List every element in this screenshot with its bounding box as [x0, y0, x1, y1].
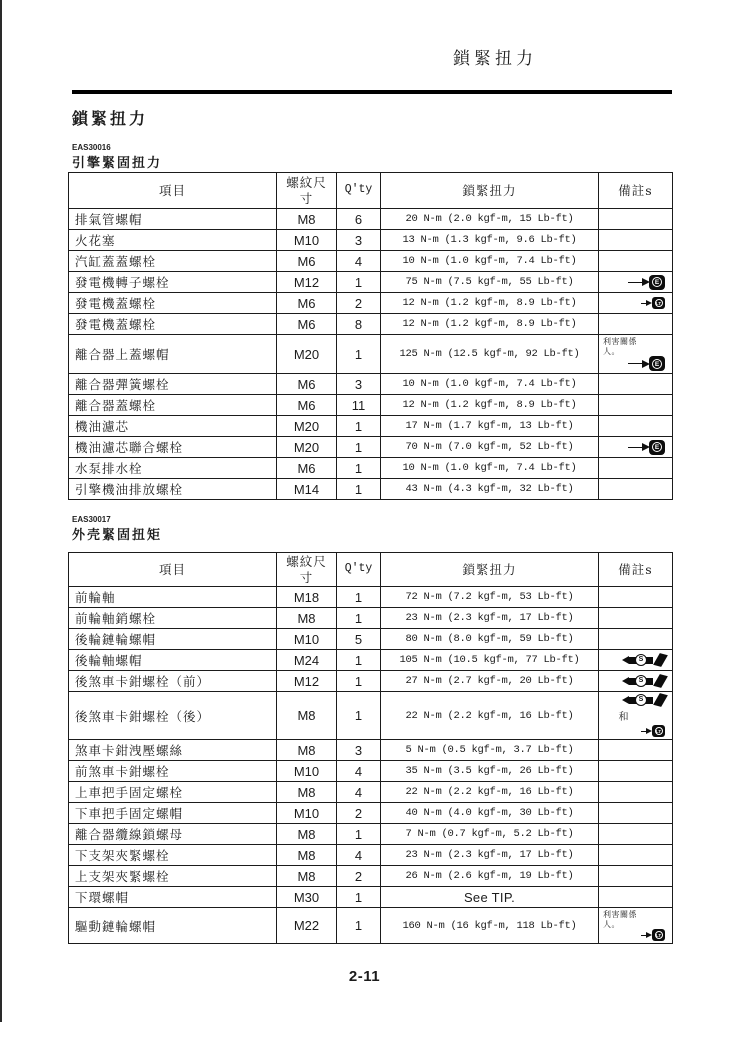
torque-cell: 125 N-m (12.5 kgf-m, 92 Lb-ft): [381, 335, 599, 374]
remarks-cell: [599, 761, 673, 782]
item-cell: 後輪鏈輪螺帽: [69, 629, 277, 650]
remarks-cell: [599, 479, 673, 500]
thread-size-cell: M10: [277, 803, 337, 824]
qty-cell: 2: [337, 293, 381, 314]
torque-cell: 5 N-m (0.5 kgf-m, 3.7 Lb-ft): [381, 740, 599, 761]
table-row: [69, 437, 673, 458]
item-cell: 引擎機油排放螺栓: [69, 479, 277, 500]
table-row: [69, 629, 673, 650]
remarks-cell: [599, 650, 673, 671]
item-cell: 前輪軸銷螺栓: [69, 608, 277, 629]
column-header-remarks: 備註s: [599, 553, 673, 587]
thread-size-cell: M8: [277, 608, 337, 629]
table-row: [69, 671, 673, 692]
thread-size-cell: M6: [277, 314, 337, 335]
qty-cell: 1: [337, 671, 381, 692]
remarks-cell: [599, 335, 673, 374]
qty-cell: 1: [337, 272, 381, 293]
qty-cell: 1: [337, 437, 381, 458]
item-cell: 離合器彈簧螺栓: [69, 374, 277, 395]
item-cell: 後煞車卡鉗螺栓（後）: [69, 692, 277, 740]
remarks-cell: [599, 740, 673, 761]
loctite-apply-icon: LT: [641, 725, 665, 737]
table-row: [69, 230, 673, 251]
thread-size-cell: M10: [277, 230, 337, 251]
thread-size-cell: M8: [277, 845, 337, 866]
thread-size-cell: M12: [277, 272, 337, 293]
item-cell: 驅動鏈輪螺帽: [69, 908, 277, 944]
thread-size-cell: M24: [277, 650, 337, 671]
qty-cell: 1: [337, 887, 381, 908]
qty-cell: 4: [337, 251, 381, 272]
remarks-cell: [599, 272, 673, 293]
qty-cell: 1: [337, 650, 381, 671]
thread-size-cell: M14: [277, 479, 337, 500]
item-cell: 前煞車卡鉗螺栓: [69, 761, 277, 782]
thread-size-cell: M20: [277, 335, 337, 374]
table-row: [69, 293, 673, 314]
qty-cell: 2: [337, 803, 381, 824]
item-cell: 離合器蓋螺栓: [69, 395, 277, 416]
thread-size-cell: M8: [277, 209, 337, 230]
item-cell: 上車把手固定螺栓: [69, 782, 277, 803]
torque-cell: 20 N-m (2.0 kgf-m, 15 Lb-ft): [381, 209, 599, 230]
table-row: [69, 782, 673, 803]
qty-cell: 2: [337, 866, 381, 887]
torque-cell: 22 N-m (2.2 kgf-m, 16 Lb-ft): [381, 782, 599, 803]
engine-torque-table: [68, 172, 673, 500]
item-cell: 發電機蓋螺栓: [69, 314, 277, 335]
remarks-cell: [599, 314, 673, 335]
torque-cell: 40 N-m (4.0 kgf-m, 30 Lb-ft): [381, 803, 599, 824]
thread-size-cell: M8: [277, 824, 337, 845]
remarks-cell: [599, 608, 673, 629]
column-header-torque: 鎖緊扭力: [381, 173, 599, 209]
running-header: 鎖緊扭力: [453, 49, 537, 69]
torque-cell: 23 N-m (2.3 kgf-m, 17 Lb-ft): [381, 608, 599, 629]
table-row: [69, 272, 673, 293]
torque-cell: 23 N-m (2.3 kgf-m, 17 Lb-ft): [381, 845, 599, 866]
section-title-chassis: 外壳緊固扭矩: [72, 528, 163, 543]
table-row: [69, 374, 673, 395]
table-row: [69, 761, 673, 782]
remarks-cell: [599, 845, 673, 866]
loctite-apply-icon: LT: [641, 929, 665, 941]
remarks-cell: [599, 458, 673, 479]
remarks-cell: [599, 671, 673, 692]
thread-size-cell: M8: [277, 782, 337, 803]
item-cell: 煞車卡鉗洩壓螺絲: [69, 740, 277, 761]
table-row: [69, 608, 673, 629]
thread-size-cell: M20: [277, 437, 337, 458]
thread-size-cell: M20: [277, 416, 337, 437]
and-label: 和: [618, 712, 629, 723]
thread-size-cell: M6: [277, 458, 337, 479]
item-cell: 汽缸蓋蓋螺栓: [69, 251, 277, 272]
remarks-cell: [599, 230, 673, 251]
qty-cell: 1: [337, 458, 381, 479]
stake-icon: S: [622, 654, 665, 666]
qty-cell: 1: [337, 416, 381, 437]
torque-cell: 80 N-m (8.0 kgf-m, 59 Lb-ft): [381, 629, 599, 650]
qty-cell: 4: [337, 761, 381, 782]
item-cell: 前輪軸: [69, 587, 277, 608]
item-cell: 排氣管螺帽: [69, 209, 277, 230]
torque-cell: 75 N-m (7.5 kgf-m, 55 Lb-ft): [381, 272, 599, 293]
page-title: 鎖緊扭力: [72, 109, 149, 128]
remarks-cell: [599, 824, 673, 845]
thread-size-cell: M12: [277, 671, 337, 692]
table-row: [69, 335, 673, 374]
torque-cell: 12 N-m (1.2 kgf-m, 8.9 Lb-ft): [381, 395, 599, 416]
scan-edge-line: [0, 0, 2, 1022]
table-row: [69, 803, 673, 824]
loctite-apply-icon: LT: [641, 297, 665, 309]
torque-cell: 27 N-m (2.7 kgf-m, 20 Lb-ft): [381, 671, 599, 692]
table-row: [69, 395, 673, 416]
item-cell: 後煞車卡鉗螺栓（前）: [69, 671, 277, 692]
thread-size-cell: M8: [277, 740, 337, 761]
column-header-torque: 鎖緊扭力: [381, 553, 599, 587]
column-header-qty: Q′ty: [337, 173, 381, 209]
thread-size-cell: M6: [277, 374, 337, 395]
qty-cell: 1: [337, 479, 381, 500]
remarks-cell: [599, 416, 673, 437]
remarks-cell: [599, 803, 673, 824]
thread-size-cell: M6: [277, 293, 337, 314]
item-cell: 下車把手固定螺帽: [69, 803, 277, 824]
remarks-cell: [599, 629, 673, 650]
thread-size-cell: M8: [277, 866, 337, 887]
table-row: [69, 587, 673, 608]
torque-cell: 43 N-m (4.3 kgf-m, 32 Lb-ft): [381, 479, 599, 500]
qty-cell: 3: [337, 230, 381, 251]
column-header-thread-size: 螺紋尺寸: [277, 553, 337, 587]
remarks-cell: [599, 782, 673, 803]
torque-cell: 35 N-m (3.5 kgf-m, 26 Lb-ft): [381, 761, 599, 782]
thread-size-cell: M30: [277, 887, 337, 908]
table-row: [69, 650, 673, 671]
table-header-row: [69, 173, 673, 209]
torque-cell: 70 N-m (7.0 kgf-m, 52 Lb-ft): [381, 437, 599, 458]
header-divider-rule: [72, 90, 672, 94]
qty-cell: 1: [337, 908, 381, 944]
torque-cell: See TIP.: [381, 887, 599, 908]
torque-cell: 72 N-m (7.2 kgf-m, 53 Lb-ft): [381, 587, 599, 608]
remarks-cell: [599, 251, 673, 272]
torque-cell: 26 N-m (2.6 kgf-m, 19 Lb-ft): [381, 866, 599, 887]
item-cell: 機油濾芯: [69, 416, 277, 437]
torque-cell: 10 N-m (1.0 kgf-m, 7.4 Lb-ft): [381, 251, 599, 272]
item-cell: 下支架夾緊螺栓: [69, 845, 277, 866]
table-row: [69, 740, 673, 761]
qty-cell: 1: [337, 824, 381, 845]
section-code-chassis: EAS30017: [72, 515, 111, 524]
page-number: 2-11: [348, 968, 381, 985]
qty-cell: 1: [337, 587, 381, 608]
torque-cell: 22 N-m (2.2 kgf-m, 16 Lb-ft): [381, 692, 599, 740]
table-row: [69, 251, 673, 272]
remarks-cell: [599, 293, 673, 314]
engine-oil-apply-icon: E: [628, 275, 665, 290]
torque-cell: 17 N-m (1.7 kgf-m, 13 Lb-ft): [381, 416, 599, 437]
table-row: [69, 209, 673, 230]
table-row: [69, 314, 673, 335]
remarks-cell: [599, 437, 673, 458]
engine-oil-apply-icon: E: [628, 356, 665, 371]
column-header-qty: Q′ty: [337, 553, 381, 587]
table-row: [69, 866, 673, 887]
table-row: [69, 887, 673, 908]
stake-icon: S: [622, 694, 665, 706]
torque-cell: 10 N-m (1.0 kgf-m, 7.4 Lb-ft): [381, 458, 599, 479]
table-row: [69, 908, 673, 944]
remarks-cell: [599, 374, 673, 395]
table-row: [69, 845, 673, 866]
thread-size-cell: M8: [277, 692, 337, 740]
qty-cell: 1: [337, 608, 381, 629]
column-header-item: 項目: [69, 173, 277, 209]
thread-size-cell: M6: [277, 251, 337, 272]
torque-cell: 160 N-m (16 kgf-m, 118 Lb-ft): [381, 908, 599, 944]
stake-note: 利害關係人。: [603, 910, 637, 929]
torque-cell: 105 N-m (10.5 kgf-m, 77 Lb-ft): [381, 650, 599, 671]
thread-size-cell: M6: [277, 395, 337, 416]
qty-cell: 11: [337, 395, 381, 416]
table-row: [69, 416, 673, 437]
chassis-torque-table: [68, 552, 673, 944]
remarks-cell: [599, 209, 673, 230]
table-row: [69, 479, 673, 500]
table-row: [69, 692, 673, 740]
stake-icon: S: [622, 675, 665, 687]
thread-size-cell: M18: [277, 587, 337, 608]
qty-cell: 5: [337, 629, 381, 650]
item-cell: 水泵排水栓: [69, 458, 277, 479]
item-cell: 離合器纜線鎖螺母: [69, 824, 277, 845]
remarks-cell: [599, 908, 673, 944]
remarks-cell: [599, 887, 673, 908]
qty-cell: 3: [337, 740, 381, 761]
table-row: [69, 458, 673, 479]
qty-cell: 1: [337, 692, 381, 740]
stake-note: 利害關係人。: [603, 337, 637, 356]
torque-cell: 7 N-m (0.7 kgf-m, 5.2 Lb-ft): [381, 824, 599, 845]
qty-cell: 8: [337, 314, 381, 335]
torque-cell: 10 N-m (1.0 kgf-m, 7.4 Lb-ft): [381, 374, 599, 395]
item-cell: 火花塞: [69, 230, 277, 251]
remarks-cell: [599, 866, 673, 887]
column-header-item: 項目: [69, 553, 277, 587]
section-code-engine: EAS30016: [72, 143, 111, 152]
column-header-thread-size: 螺紋尺寸: [277, 173, 337, 209]
torque-cell: 12 N-m (1.2 kgf-m, 8.9 Lb-ft): [381, 293, 599, 314]
column-header-remarks: 備註s: [599, 173, 673, 209]
item-cell: 下環螺帽: [69, 887, 277, 908]
item-cell: 發電機蓋螺栓: [69, 293, 277, 314]
item-cell: 上支架夾緊螺栓: [69, 866, 277, 887]
thread-size-cell: M10: [277, 629, 337, 650]
qty-cell: 4: [337, 845, 381, 866]
remarks-cell: [599, 692, 673, 740]
item-cell: 後輪軸螺帽: [69, 650, 277, 671]
qty-cell: 1: [337, 335, 381, 374]
section-title-engine: 引擎緊固扭力: [72, 156, 163, 171]
qty-cell: 4: [337, 782, 381, 803]
thread-size-cell: M10: [277, 761, 337, 782]
torque-cell: 13 N-m (1.3 kgf-m, 9.6 Lb-ft): [381, 230, 599, 251]
item-cell: 發電機轉子螺栓: [69, 272, 277, 293]
remarks-cell: [599, 395, 673, 416]
qty-cell: 3: [337, 374, 381, 395]
engine-oil-apply-icon: E: [628, 440, 665, 455]
table-row: [69, 824, 673, 845]
torque-cell: 12 N-m (1.2 kgf-m, 8.9 Lb-ft): [381, 314, 599, 335]
item-cell: 離合器上蓋螺帽: [69, 335, 277, 374]
qty-cell: 6: [337, 209, 381, 230]
table-header-row: [69, 553, 673, 587]
thread-size-cell: M22: [277, 908, 337, 944]
item-cell: 機油濾芯聯合螺栓: [69, 437, 277, 458]
remarks-cell: [599, 587, 673, 608]
